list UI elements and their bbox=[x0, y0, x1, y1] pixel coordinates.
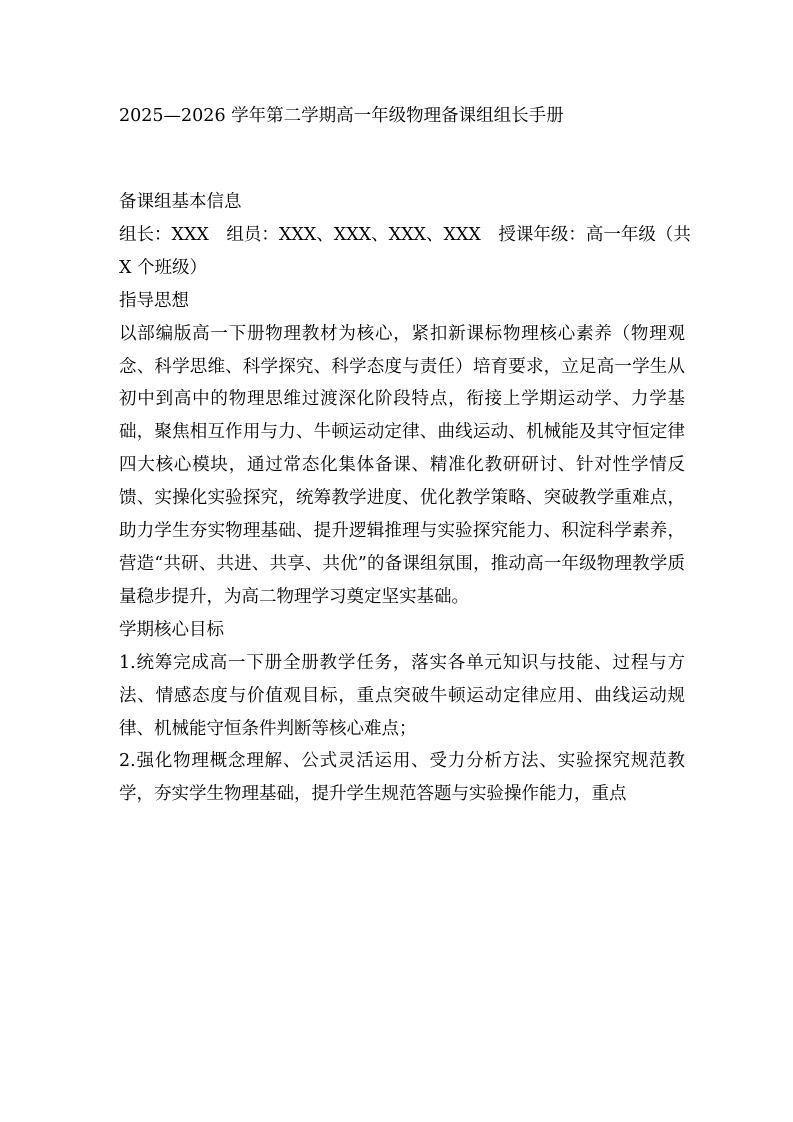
core-goal-item-1: 1.统筹完成高一下册全册教学任务，落实各单元知识与技能、过程与方法、情感态度与价值观目标，重点突破牛顿运动定律应用、曲线运动规律、机械能守恒条件判断等核心难点； bbox=[119, 652, 685, 739]
document-title: 2025—2026 学年第二学期高一年级物理备课组组长手册 bbox=[119, 106, 564, 126]
guiding-thought-paragraph: 以部编版高一下册物理教材为核心，紧扣新课标物理核心素养（物理观念、科学思维、科学探究、科学态度与责任）培育要求，立足高一学生从初中到高中的物理思维过渡深化阶段特点，衔接上学期运动学、力学基础，聚焦相互作用与力、牛顿运动定律、曲线运动、机械能及其守恒定律四大核心模块，通过常态化集体备课、精准化教研研讨、针对性学情反馈、实操化实验探究，统筹教学进度、优化教学策略、突破教学重难点，助力学生夯实物理基础、提升逻辑推理与实验探究能力、积淀科学素养，营造“共研、共进、共享、共优”的备课组氛围，推动高一年级物理教学质量稳步提升，为高二物理学习奠定坚实基础。 bbox=[119, 323, 685, 607]
basic-info-line-1: 组长：XXX 组员：XXX、XXX、XXX、XXX 授课年级：高一年级（共 bbox=[119, 224, 691, 245]
document-body bbox=[119, 186, 691, 811]
core-goal-item-2: 2.强化物理概念理解、公式灵活运用、受力分析方法、实验探究规范教学，夯实学生物理基础，提升学生规范答题与实验操作能力，重点 bbox=[119, 751, 685, 805]
section-heading-guiding-thought: 指导思想 bbox=[119, 290, 189, 311]
basic-info-line-2: X 个班级） bbox=[119, 257, 208, 278]
section-heading-basic-info: 备课组基本信息 bbox=[119, 192, 242, 212]
section-heading-core-goals: 学期核心目标 bbox=[119, 619, 224, 640]
